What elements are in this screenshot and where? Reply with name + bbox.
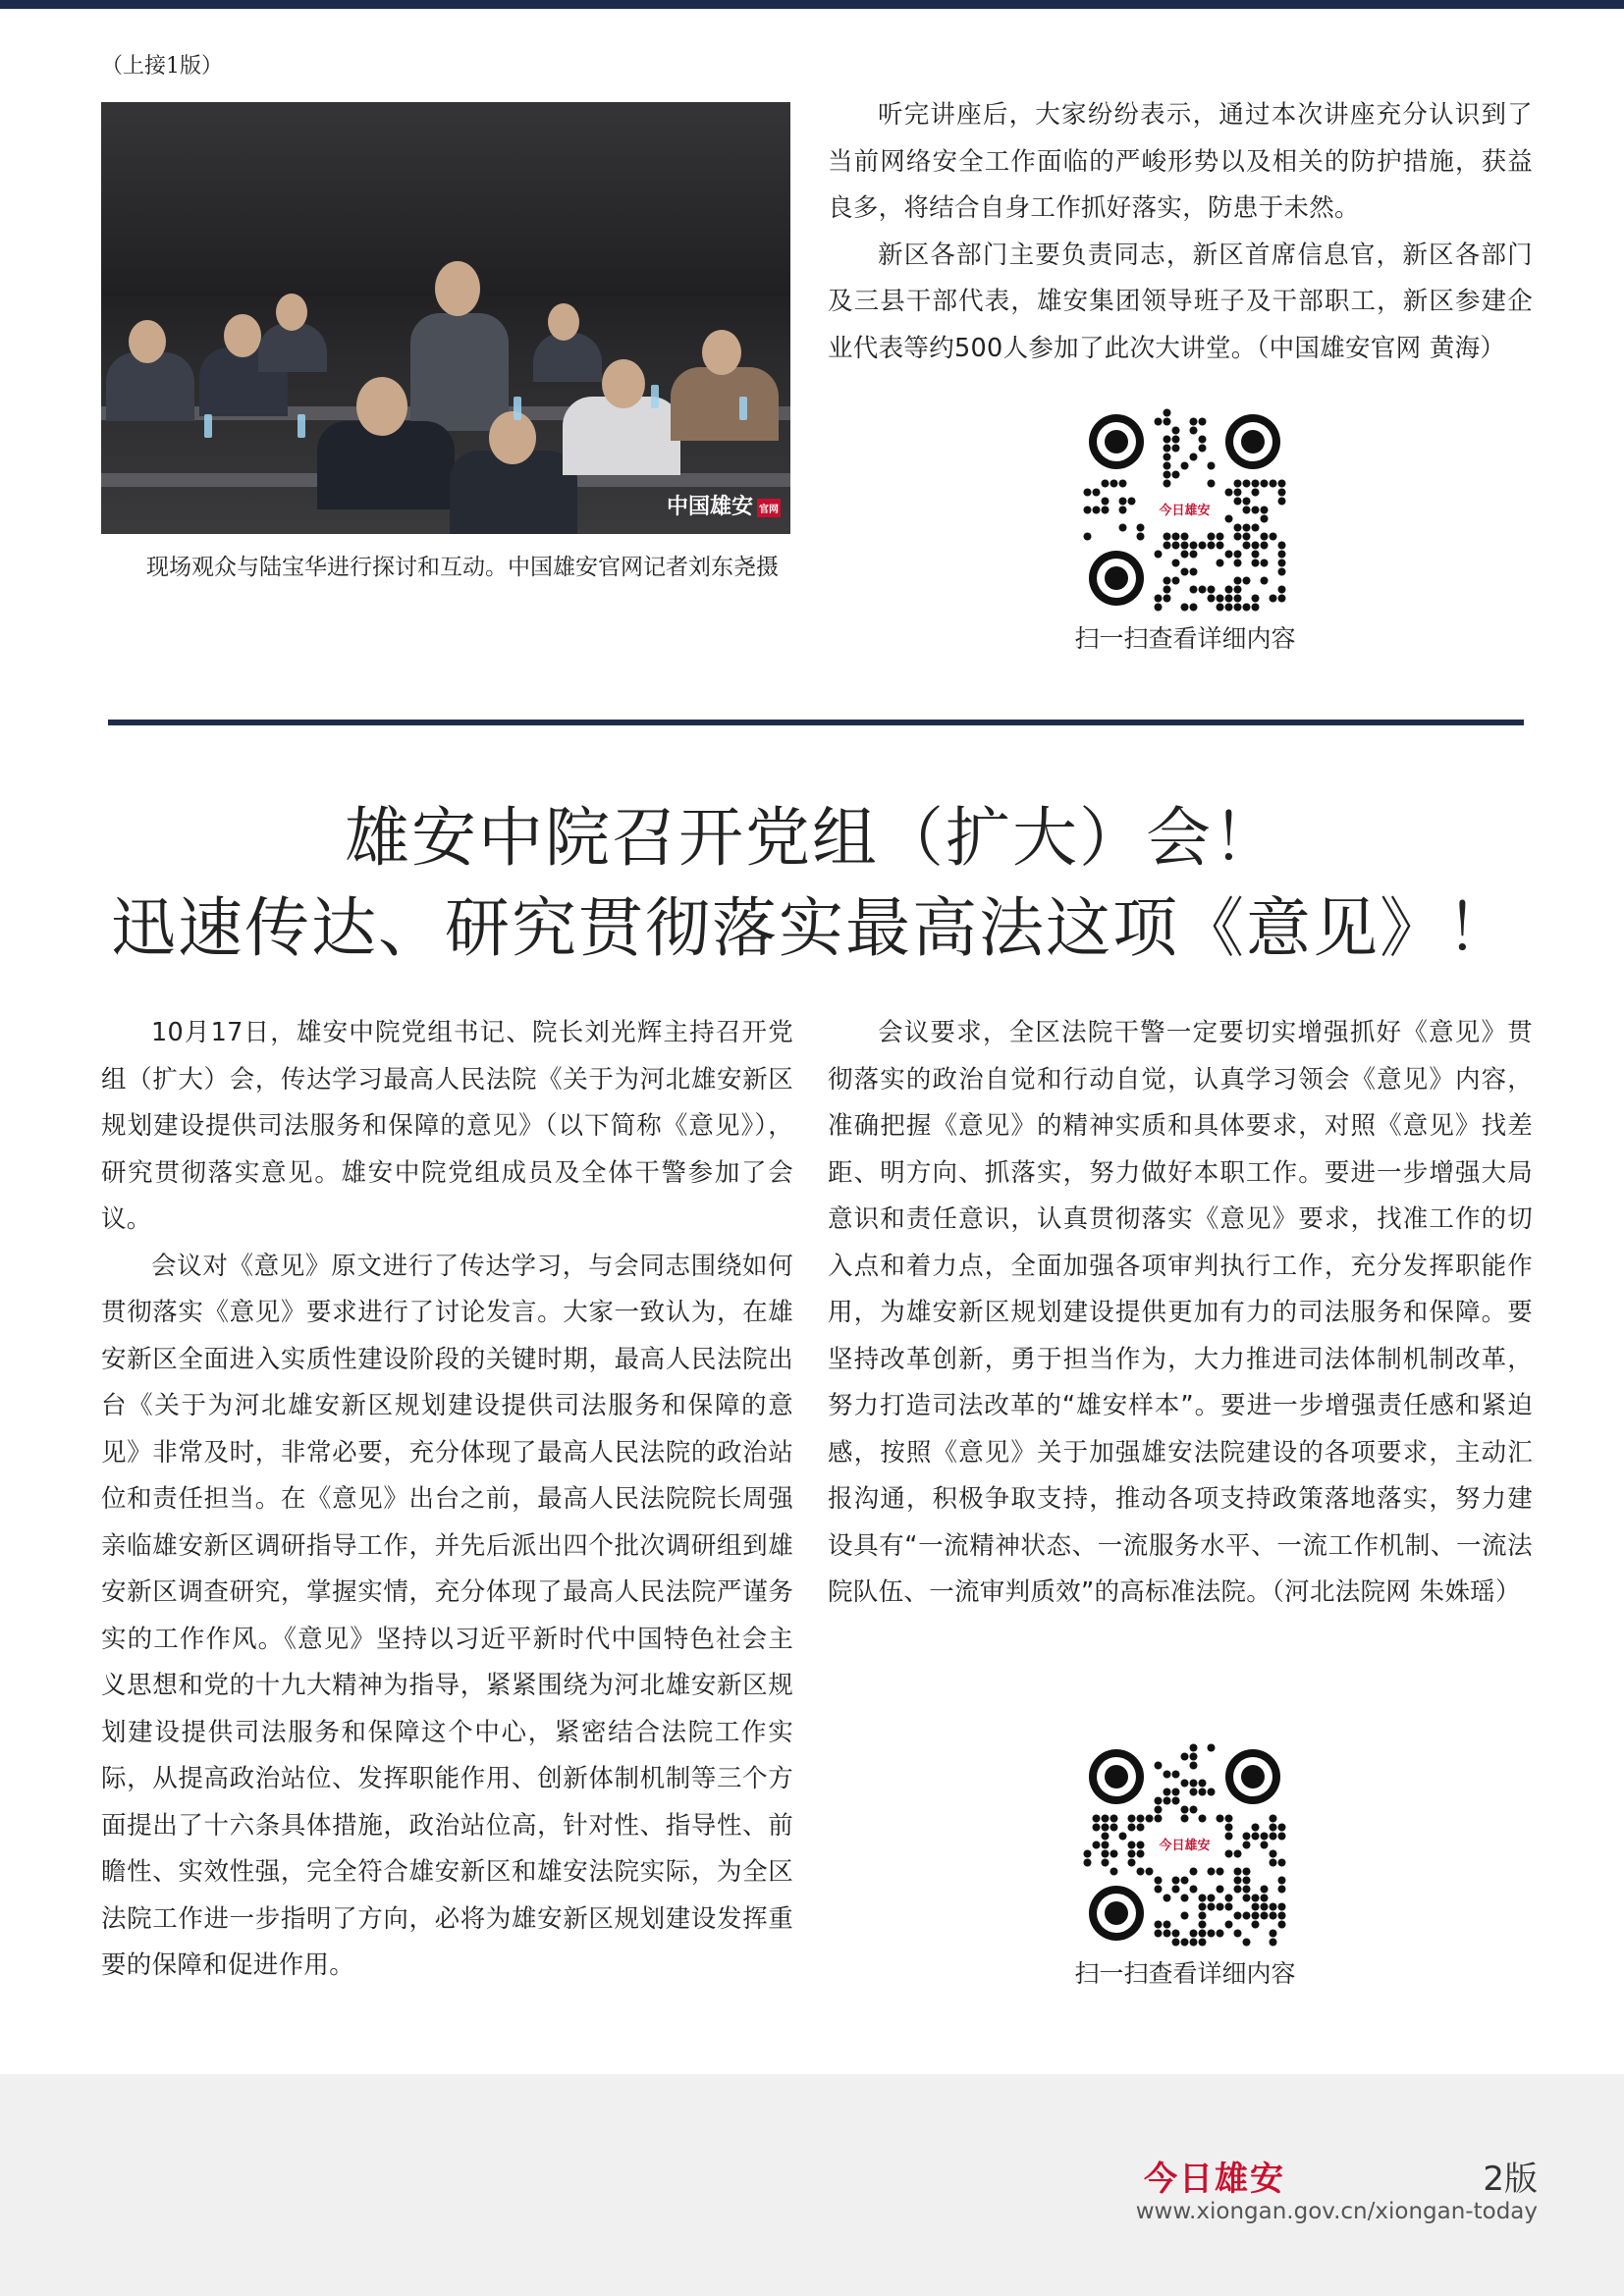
section-divider [108, 720, 1524, 725]
audience-photo [101, 102, 790, 534]
photo-person-head [224, 314, 261, 357]
photo-water-bottle [514, 397, 521, 420]
photo-person-head [435, 261, 480, 316]
photo-water-bottle [739, 397, 747, 420]
photo-water-bottle [204, 414, 212, 438]
continued-from-page-label: （上接1版） [101, 54, 223, 79]
photo-person-head [276, 294, 307, 331]
photo-person [563, 397, 680, 475]
photo-person [671, 367, 779, 441]
paragraph: 会议对《意见》原文进行了传达学习，与会同志围绕如何贯彻落实《意见》要求进行了讨论发言。大家一致认为，在雄安新区全面进入实质性建设阶段的关键时期，最高人民法院出台《关于为河北雄安新区规划建设提供司法服务和保障的意见》非常及时，非常必要，充分体现了最高人民法院的政治站位和责任担当。在《意见》出台之前，最高人民法院院长周强亲临雄安新区调研指导工作，并先后派出四个批次调研组到雄安新区调查研究，掌握实情，充分体现了最高人民法院严谨务实的工作作风。《意见》坚持以习近平新时代中国特色社会主义思想和党的十九大精神为指导，紧紧围绕为河北雄安新区规划建设提供司法服务和保障这个中心，紧密结合法院工作实际，从提高政治站位、发挥职能作用、创新体制机制等三个方面提出了十六条具体措施，政治站位高，针对性、指导性、前瞻性、实效性强，完全符合雄安新区和雄安法院实际，为全区法院工作进一步指明了方向，必将为雄安新区规划建设发挥重要的保障和促进作用。 [101, 1251, 793, 1980]
photo-person [533, 333, 602, 382]
website-link[interactable]: www.xiongan.gov.cn/xiongan-today [1135, 2199, 1538, 2224]
photo-person-head [702, 330, 741, 375]
photo-person-head [356, 377, 407, 436]
photo-standing-person [410, 313, 509, 431]
paragraph: 会议要求，全区法院干警一定要切实增强抓好《意见》贯彻落实的政治自觉和行动自觉，认真学习领会《意见》内容，准确把握《意见》的精神实质和具体要求，对照《意见》找差距、明方向、抓落实，努力做好本职工作。要进一步增强大局意识和责任意识，认真贯彻落实《意见》要求，找准工作的切入点和着力点，全面加强各项审判执行工作，充分发挥职能作用，为雄安新区规划建设提供更加有力的司法服务和保障。要坚持改革创新，勇于担当作为，大力推进司法体制机制改革，努力打造司法改革的“雄安样本”。要进一步增强责任感和紧迫感，按照《意见》关于加强雄安法院建设的各项要求，主动汇报沟通，积极争取支持，推动各项支持政策落地落实，努力建设具有“一流精神状态、一流服务水平、一流工作机制、一流法院队伍、一流审判质效”的高标准法院。（河北法院网 朱姝瑶） [828, 1018, 1533, 1607]
photo-person-head [489, 411, 536, 464]
qr-code-icon [1077, 1739, 1293, 1950]
qr-code-block-top[interactable] [1057, 404, 1313, 655]
photo-person-head [129, 320, 166, 363]
qr-center-logo: 今日雄安 [1159, 1839, 1211, 1853]
top-right-text-column [828, 92, 1533, 372]
qr-center-logo: 今日雄安 [1159, 504, 1211, 518]
photo-watermark: 中国雄安 官网 [666, 494, 779, 519]
paragraph: 新区各部门主要负责同志，新区首席信息官，新区各部门及三县干部代表，雄安集团领导班子及干部职工，新区参建企业代表等约500人参加了此次大讲堂。（中国雄安官网 黄海） [828, 240, 1533, 363]
photo-person-head [548, 303, 579, 341]
photo-water-bottle [298, 414, 305, 438]
article-right-column [828, 1010, 1533, 1617]
photo-caption: 现场观众与陆宝华进行探讨和互动。中国雄安官网记者刘东尧摄 [146, 555, 779, 580]
photo-person-head [602, 359, 645, 408]
qr-code-block-bottom[interactable] [1057, 1739, 1313, 1990]
qr-code-label: 扫一扫查看详细内容 [1074, 624, 1296, 653]
page-footer [0, 2074, 1624, 2296]
article-left-column [101, 1010, 793, 1990]
paragraph: 听完讲座后，大家纷纷表示，通过本次讲座充分认识到了当前网络安全工作面临的严峻形势以及相关的防护措施，获益良多，将结合自身工作抓好落实，防患于未然。 [828, 100, 1533, 223]
headline-line-1: 雄安中院召开党组（扩大）会！ [345, 800, 1279, 876]
paragraph: 10月17日，雄安中院党组书记、院长刘光辉主持召开党组（扩大）会，传达学习最高人民法院《关于为河北雄安新区规划建设提供司法服务和保障的意见》（以下简称《意见》），研究贯彻落实意见。雄安中院党组成员及全体干警参加了会议。 [101, 1018, 793, 1234]
brand-logo: 今日雄安 [1144, 2160, 1285, 2199]
page-number: 2版 [1483, 2160, 1538, 2199]
photo-water-bottle [651, 385, 659, 408]
top-color-bar [0, 0, 1624, 9]
qr-code-icon [1077, 404, 1293, 615]
headline-line-2: 迅速传达、研究贯彻落实最高法这项《意见》！ [111, 890, 1513, 966]
qr-code-label: 扫一扫查看详细内容 [1074, 1959, 1296, 1988]
